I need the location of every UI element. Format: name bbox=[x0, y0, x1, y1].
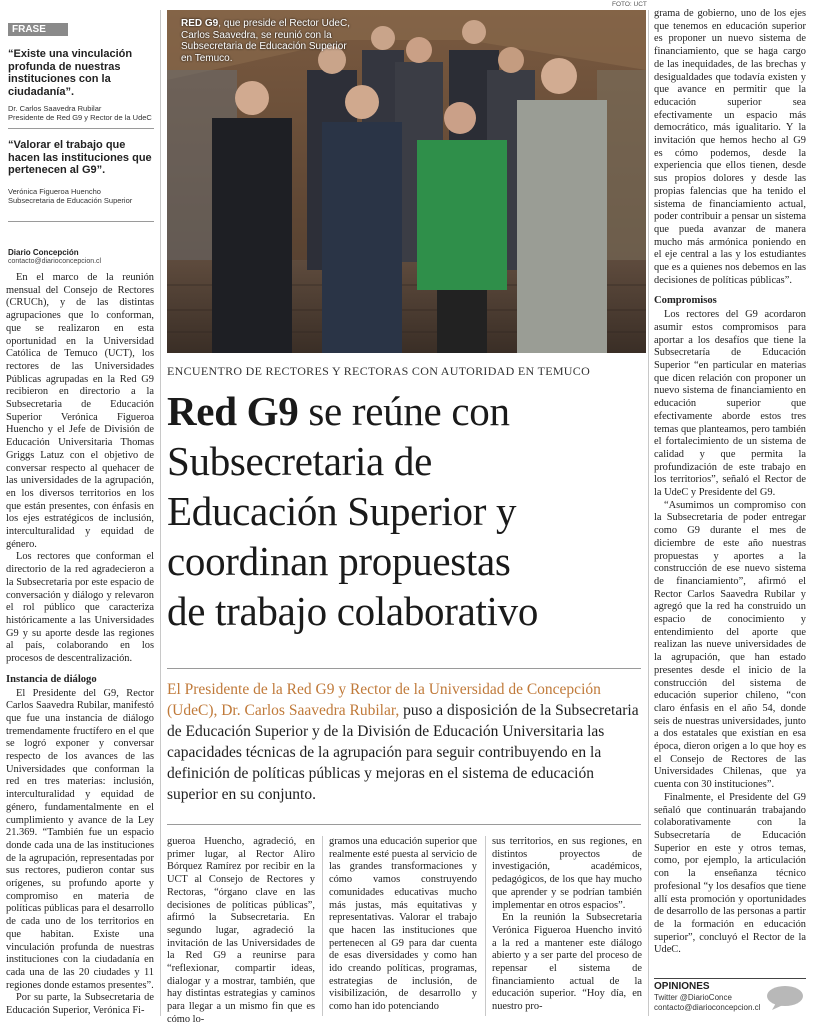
left-column bbox=[6, 272, 154, 1018]
divider bbox=[654, 978, 806, 979]
opiniones-title: OPINIONES bbox=[654, 981, 710, 992]
opiniones-email: contacto@diarioconcepcion.cl bbox=[654, 1003, 761, 1012]
paragraph: “Asumimos un compromiso con la Subsecretaria de poder entregar como G9 durante el mes de diciembre de este año nuestras propuestas y aportes a la construcción de ese nuevo sistema de financiamiento”, afirmó el Rector Carlos Saavedra Rubilar y agregó que la red ha construido un espacio de conocimiento y entendimiento del aporte que realizan las nueve universidades de la agrupación, que han estado presentes desde el inicio de la construcción del sistema de educación superior chileno, “con claro énfasis en el año 54, donde seis de nuestras universidades, junto a dos estatales que existían en esa época, dieron origen a lo que hoy es el Consejo de Rectores de las Universidades Chilenas, que ya cuenta con 30 instituciones”. bbox=[654, 499, 806, 791]
caption-bold: RED G9 bbox=[181, 18, 219, 29]
photo-credit: FOTO: UCT bbox=[612, 1, 647, 8]
bottom-column-3 bbox=[492, 836, 642, 1014]
paragraph: Finalmente, el Presidente del G9 señaló que continuarán trabajando colaborativamente con la Subsecretaría de Educación Superior en este y otros temas, como, por ejemplo, la articulación con la enseñanza técnico profesional “y los desafíos que tiene allí esta promoción y oportunidades de desarrollo de las personas a partir de la formación en educación superior”, concluyó el Rector de la UdeC. bbox=[654, 791, 806, 956]
bottom-column-2 bbox=[329, 836, 477, 1014]
quote-author: Verónica Figueroa Huencho bbox=[8, 186, 101, 196]
quote-text: “Existe una vinculación profunda de nuestras instituciones con la ciudadanía”. bbox=[8, 48, 133, 98]
paragraph: Los rectores del G9 acordaron asumir estos compromisos para aportar a los desafíos que tiene la Subsecretaría de Educación Superior “en particular en materias que dicen relación con proponer un nuevo sistema de financiamiento en educación superior que efectivamente aborde estos tres temas que planteamos, pero también el fortalecimiento de un sistema de calidad y que permita la profundización de este trabajo en los territorios”, señaló el Rector de la UdeC y Presidente del G9. bbox=[654, 309, 806, 499]
column-separator bbox=[485, 836, 486, 1016]
quote-block-1 bbox=[8, 48, 154, 122]
opiniones-twitter: Twitter @DiarioConce bbox=[654, 993, 732, 1002]
headline bbox=[167, 386, 647, 636]
paragraph: En el marco de la reunión mensual del Consejo de Rectores (CRUCh), y de las distintas agrupaciones que lo conforman, que se realizaron en esta oportunidad en la Universidad Católica de Temuco (UCT), los rectores de las Universidades Públicas agrupadas en la Red G9 recibieron en directorio a la Subsecretaria de Educación Superior Verónica Figueroa Huencho y el Jefe de División de Educación Universitaria Thomas Griggs Latuz con el objetivo de conversar respecto al quehacer de las universidades de la agrupación, en los diversos territorios en los que están presentes, con énfasis en los ejes estratégicos de inclusión, interculturalidad y equidad de género. bbox=[6, 272, 154, 550]
byline bbox=[8, 248, 154, 266]
byline-name: Diario Concepción bbox=[8, 248, 79, 257]
photo-caption bbox=[181, 18, 351, 64]
paragraph: grama de gobierno, uno de los ejes que tenemos en educación superior es proponer un nuevo sistema de financiamiento, que se haga cargo de las inequidades, de las brechas y desigualdades que todavía existen y que avance en permitir que la educación superior sea efectivamente un espacio más democrático, más igualitario. Y la invitación que hemos hecho al G9 es cómo podemos, desde la experiencia que ellos tienen, desde sus propios dolores y desde las propias falencias que ha tenido el sistema de financiamiento actual, poder contribuir a pensar un sistema que pueda avanzar de manera mucho más armónica poniendo en el eje central a las y los estudiantes que es a quienes nos debemos en las decisiones de políticas públicas”. bbox=[654, 8, 806, 286]
column-separator bbox=[648, 10, 649, 1016]
divider bbox=[167, 824, 641, 825]
subhead: Compromisos bbox=[654, 295, 717, 307]
paragraph: Por su parte, la Subsecretaria de Educación Superior, Verónica Fi- bbox=[6, 992, 154, 1017]
paragraph: Los rectores que conforman el directorio de la red agradecieron a la Subsecretaria por este espacio de conversación y diálogo y relevaron el rol público que caracteriza históricamente a las Universidades G9 y su aporte desde las regiones al país, colaborando en los procesos de descentralización. bbox=[6, 551, 154, 665]
quote-author: Dr. Carlos Saavedra Rubilar bbox=[8, 104, 102, 113]
group-photo bbox=[167, 10, 646, 353]
paragraph: gramos una educación superior que realmente esté puesta al servicio de las grandes transformaciones y cómo vamos construyendo comunidades educativas mucho más justas, más equitativas y representativas. Valorar el trabajo que hacen las instituciones que pertenecen al G9 para dar cuenta de esas diversidades y como han ido creando políticas, programas, estrategias de inclusión, de visibilización, de desarrollo y como han ido potenciando bbox=[329, 836, 477, 1013]
column-separator bbox=[322, 836, 323, 1016]
headline-line4: coordinan propuestas bbox=[167, 538, 511, 584]
headline-bold: Red G9 bbox=[167, 388, 299, 434]
subhead: Instancia de diálogo bbox=[6, 673, 97, 685]
opiniones-box bbox=[654, 981, 806, 1017]
lead-paragraph bbox=[167, 679, 643, 805]
quote-text: “Valorar el trabajo que hacen las instituciones que pertenecen al G9”. bbox=[8, 139, 152, 176]
lead-highlight: El Presidente de la Red G9 y Rector de la Universidad de Concepción (UdeC), Dr. Carlos Saavedra Rubilar, bbox=[167, 681, 601, 719]
frase-label: FRASE bbox=[8, 23, 68, 36]
speech-bubble-icon bbox=[766, 985, 804, 1011]
divider bbox=[167, 668, 641, 669]
paragraph: sus territorios, en sus regiones, en distintos proyectos de investigación, académicos, pedagógicos, de los que hay mucho que aprender y se podrían también implementar en otros espacios”. bbox=[492, 836, 642, 911]
caption-text: , que preside el Rector UdeC, Carlos Saavedra, se reunió con la Subsecretaria de Educación Superior en Temuco. bbox=[181, 18, 350, 64]
quote-block-2 bbox=[8, 139, 154, 205]
headline-line1: se reúne con bbox=[298, 388, 510, 434]
bottom-column-1 bbox=[167, 836, 315, 1027]
right-column bbox=[654, 8, 806, 957]
kicker: ENCUENTRO DE RECTORES Y RECTORAS CON AUTORIDAD EN TEMUCO bbox=[167, 364, 591, 378]
paragraph: El Presidente del G9, Rector Carlos Saavedra Rubilar, manifestó que fue una instancia de diálogo tremendamente fructífero en el que se logró exponer y conversar respecto de los avances de las Universidades que conforman la red en tres materias: inclusión, interculturalidad y equidad de género, fundamentalmente en el cumplimiento y avance de la Ley 21.369. “También fue un espacio donde cada una de las instituciones de la agrupación, representadas por sus rectores, pudieron contar sus orígenes, su profundo aporte y compromiso en materia de políticas públicas para el desarrollo de cada uno de los territorios en que habitan. Existe una vinculación profunda de nuestras instituciones con la ciudadanía en cada una de las 20 ciudades y 11 regiones donde estamos presentes”. bbox=[6, 687, 154, 991]
headline-line3: Educación Superior y bbox=[167, 488, 517, 534]
divider bbox=[8, 128, 154, 129]
divider bbox=[8, 221, 154, 222]
quote-role: Presidente de Red G9 y Rector de la UdeC bbox=[8, 113, 152, 122]
byline-email: contacto@diarioconcepcion.cl bbox=[8, 258, 102, 265]
paragraph: En la reunión la Subsecretaria Verónica Figueroa Huencho invitó a la red a mantener este diálogo abierto y a ser parte del proceso de repensar el sistema de financiamiento actual de la educación superior. “Hoy día, en nuestro pro- bbox=[492, 912, 642, 1013]
lead-text: puso a disposición de la Subsecretaria de Educación Superior y de la División de Educación Universitaria las capacidades técnicas de la agrupación para seguir contribuyendo en la definición de políticas públicas y mejoras en el sistema de educación superior en su conjunto. bbox=[167, 702, 639, 803]
paragraph: gueroa Huencho, agradeció, en primer lugar, al Rector Aliro Bórquez Ramírez por recibir en la UCT al Consejo de Rectores y Rectoras, “órgano clave en las decisiones de políticas públicas”, afirmó la Subsecretaria. En segundo lugar, agradeció la invitación de las Universidades de la Red G9 a reunirse para “reflexionar, compartir ideas, dialogar y a mostrar, también, que hay distintas estrategias y caminos para llegar a un mismo fin que es cómo lo- bbox=[167, 836, 315, 1025]
column-separator bbox=[160, 10, 161, 1016]
headline-line2: Subsecretaria de bbox=[167, 438, 432, 484]
quote-role: Subsecretaria de Educación Superior bbox=[8, 195, 133, 205]
headline-line5: de trabajo colaborativo bbox=[167, 588, 539, 634]
